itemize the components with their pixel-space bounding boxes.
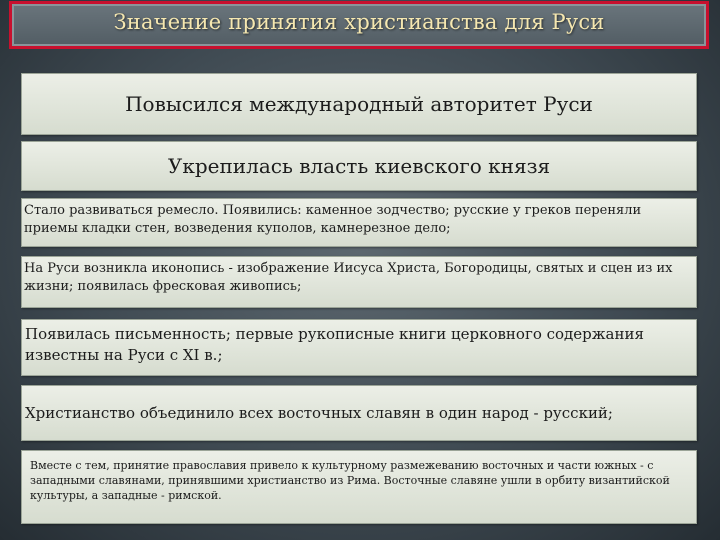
point-crafts: [21, 198, 697, 247]
point-text: Вместе с тем, принятие православия привело к культурному размежеванию восточных и части южных - с западными славянами, принявшими христианство из Рима. Восточные славяне ушли в орбиту византийской культуры, а западные - римской.: [30, 459, 670, 502]
point-writing: [21, 319, 697, 376]
slide-title-bar: [9, 1, 709, 49]
point-kiev-prince-power: [21, 141, 697, 191]
point-text: Христианство объединило всех восточных славян в один народ - русский;: [25, 403, 613, 422]
point-text: На Руси возникла иконопись - изображение Иисуса Христа, Богородицы, святых и сцен из их жизни; появилась фресковая живопись;: [24, 261, 673, 294]
point-text: Повысился международный авторитет Руси: [125, 92, 593, 116]
point-unification: [21, 385, 697, 441]
slide-title: Значение принятия христианства для Руси: [113, 10, 605, 34]
point-text: Укрепилась власть киевского князя: [167, 154, 551, 178]
point-icon-painting: [21, 256, 697, 308]
point-text: Стало развиваться ремесло. Появились: каменное зодчество; русские у греков переняли приемы кладки стен, возведения куполов, камнерезное дело;: [24, 203, 642, 236]
point-international-authority: [21, 73, 697, 135]
point-text: Появилась письменность; первые рукописные книги церковного содержания известны на Руси с XI в.;: [25, 325, 644, 364]
point-cultural-division: [21, 450, 697, 524]
